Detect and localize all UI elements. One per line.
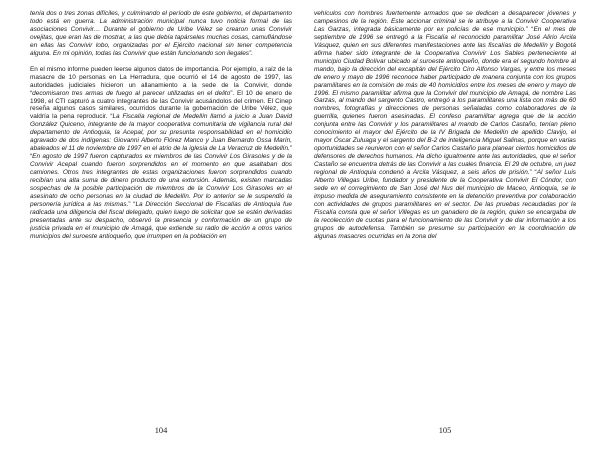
text-run: La Dirección Seccional de Fiscalías de Antioquia fue radicada una diligencia del fiscal delegado, quien luego de solicitar que se estén derivadas presentadas ante su despacho, observó la presencia y conformación de un grupo de justicia privada en el municipio de Amagá, que extiende su radio de acción a otros varios municipios del suroeste antioqueño, que irrumpen en la población en bbox=[30, 200, 292, 240]
paragraph bbox=[30, 10, 292, 58]
text-run: ”. El 10 de enero de 1998, el CTI capturó a cuatro integrantes de las Convivir acusándolos del crimen. El Cinep reseña algunos casos similares, ocurridos durante la gobernación de Uribe Vélez, que valdría la pena reproducir. “ bbox=[30, 89, 292, 121]
text-run: ” “ bbox=[30, 145, 292, 161]
paragraph bbox=[314, 10, 576, 241]
text-run: vehículos con hombres fuertemente armados que se dedican a desaparecer jóvenes y campesinos de la región. Este accionar criminal se le atribuye a la Convivir Cooperativa Las Garzas, integrada básicamente por ex policías de ese municipio. bbox=[314, 10, 576, 33]
text-run: ” “ bbox=[128, 200, 136, 208]
text-run: Al señor Luis Alberto Villegas Uribe, fundador y presidente de la Cooperativa Convivir El Cóndor, con sede en el corregimiento de San José del Nus del municipio de Maceo, Antioquia, se le impuso medida de aseguramiento consistente en la detención preventiva por colaboración con actividades de grupos paramilitares en el sector. De las pruebas recaudadas por la Fiscalía consta que el señor Villegas es un ganadero de la región, quien se encargaba de la recolección de cuotas para el funcionamiento de las Convivir y de dar información a los grupos de autodefensa. También se presume su participación en la coordinación de algunas masacres ocurridas en la zona del bbox=[314, 169, 576, 240]
text-run: En el mes de septiembre de 1996 se entregó a la Fiscalía el reconocido paramilitar José Alirio Arcila Vásquez, quien en sus diferentes manifestaciones ante las fiscalías de Medellín y Bogotá afirma haber sido integrante de la Cooperativa Convivir Los Sables perteneciente al municipio Ciudad Bolívar ubicado al suroeste antioqueño, donde era el segundo hombre al mando, bajo la dirección del excapitán del Ejército Ciro Alfonso Vargas, y entre los meses de enero y mayo de 1996 reconoce haber participado de manera conjunta con los grupos paramilitares en la comisión de más de 40 homicidios entre los meses de enero y mayo de 1996. El mismo paramilitar afirma que la Convivir del municipio de Amagá, de nombre Las Garzas, al mando del sargento Castro, entregó a los paramilitares una lista con más de 60 nombres, fotografías y direcciones de personas señaladas como colaboradores de la guerrilla, quienes fueron asesinadas. El confeso paramilitar agrega que de la acción conjunta entre las Convivir y los paramilitares al mando de Carlos Castaño, tenían pleno conocimiento el mayor del Ejército de la IV Brigada de Medellín de apellido Clavijo, el mayor Óscar Zuluaga y el sargento del B-2 de inteligencia Miguel Salinas, porque en varias oportunidades se reunieron con el señor Carlos Castaño para planear ciertos homicidios de defensores de derechos humanos. Ha dicho igualmente ante las autoridades, que el señor Castaño se encuentra detrás de las Convivir a las cuales financia. El 29 de octubre, un juez regional de Antioquia condenó a Arcila Vásquez, a seis años de prisión. bbox=[314, 25, 576, 177]
left-page-text bbox=[30, 10, 292, 427]
text-run: ” “ bbox=[525, 25, 534, 33]
right-page-number: 105 bbox=[438, 426, 452, 435]
text-run: decomisaron tres armas de fuego al parecer utilizadas en el delito bbox=[32, 89, 231, 97]
text-run: ” “ bbox=[529, 169, 537, 177]
paragraph bbox=[30, 66, 292, 241]
right-page-text bbox=[314, 10, 576, 427]
text-run: En agosto de 1997 fueron capturados ex miembros de las Convivir Los Girasoles y de la Convivir Acepal cuando fueron sorprendidos en el momento en que asaltaban dos camiones. Otros tres integrantes de estas organizaciones fueron sorprendidos cuando recibían una alta suma de dinero producto de una extorsión. Además, existen marcadas sospechas de la posible participación de miembros de la Convivir Los Girasoles en el asesinato de ocho personas en la ciudad de Medellín. Por lo anterior se le suspendió la personería jurídica a las mismas. bbox=[30, 153, 292, 208]
left-page-number: 104 bbox=[154, 426, 168, 435]
left-page bbox=[30, 10, 292, 435]
text-run: La Fiscalía regional de Medellín llamó a juicio a Juan David González Quiceno, integrante de la mayor cooperativa comunitaria de vigilancia rural del departamento de Antioquia, la Acepal, por su presunta responsabilidad en el homicidio agravado de dos indígenas: Giovanni Alberto Flórez Manco y Juan Bernardo Ossa Marín, abaleados el 11 de noviembre de 1997 en el atrio de la iglesia de La Veracruz de Medellín. bbox=[30, 113, 292, 153]
right-page bbox=[314, 10, 576, 435]
text-run: En el mismo informe pueden leerse algunos datos de importancia. Por ejemplo, a raíz de la masacre de 10 personas en La Herradura, que ocurrió el 14 de agosto de 1997, las autoridades judiciales hicieron un allanamiento a la sede de la Convivir, donde “ bbox=[30, 65, 292, 97]
text-run: tenía dos o tres zonas difíciles, y culminando el período de este gobierno, el departamento todo está en guerra. La administración municipal nunca tuvo noticia formal de las asociaciones Convivir… Durante el gobierno de Uribe Vélez se crearon unas Convivir ovejitas, que eran las de mostrar, a las que debía tapárseles muchas cosas, camuflándose en ellas las Convivir lobo, organizadas por el Ejército nacional sin tener competencia alguna. En mi opinión, todas las Convivir que están funcionando son ilegales”. bbox=[30, 10, 292, 57]
